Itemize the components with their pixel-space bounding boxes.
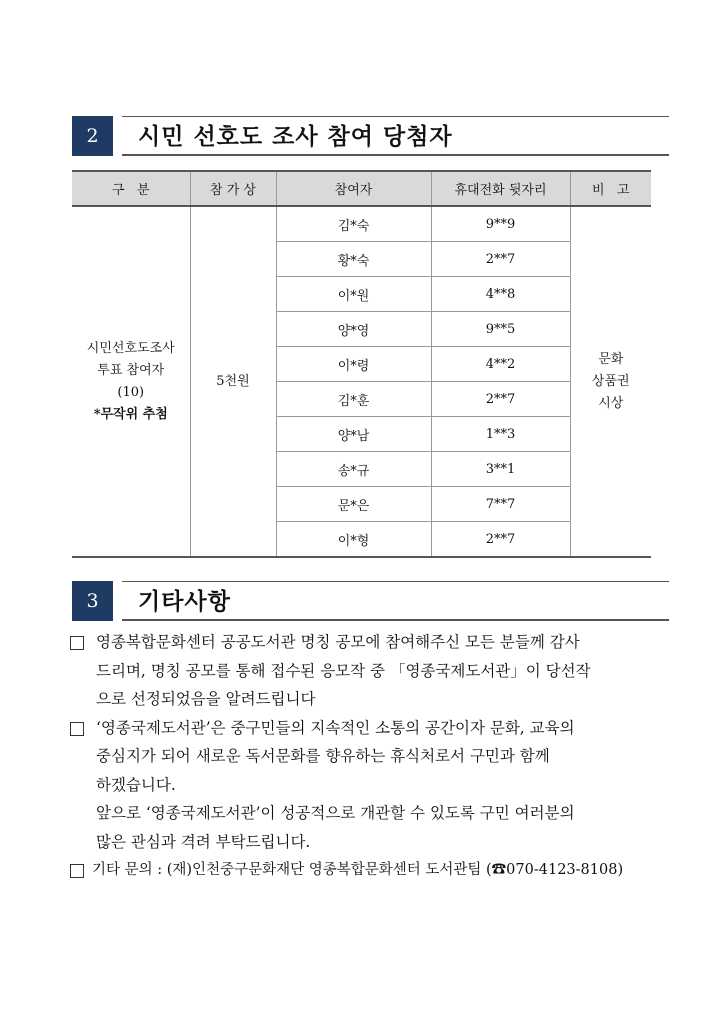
table-header-row	[72, 171, 651, 206]
participant-phone: 2**7	[431, 242, 570, 277]
note-line: 문화	[598, 351, 624, 367]
note-line: 많은 관심과 격려 부탁드립니다.	[96, 832, 311, 851]
participant-phone: 9**9	[431, 206, 570, 242]
note-line: ‘영종국제도서관’은 중구민들의 지속적인 소통의 공간이자 문화, 교육의	[96, 718, 575, 737]
note-line: 영종복합문화센터 공공도서관 명칭 공모에 참여해주신 모든 분들께 감사	[96, 633, 580, 651]
participant-name: 문*은	[276, 487, 431, 522]
note-line: 으로 선정되었음을 알려드립니다	[96, 690, 316, 708]
category-line: *무작위 추첨	[93, 406, 168, 422]
participant-name: 이*원	[276, 277, 431, 312]
category-line: (10)	[117, 384, 145, 400]
participant-phone: 2**7	[431, 522, 570, 558]
note-line: 중심지가 되어 새로운 독서문화를 향유하는 휴식처로서 구민과 함께	[96, 747, 550, 765]
checkbox-icon	[70, 636, 84, 650]
section-3-header	[72, 581, 669, 621]
section-2-title: 시민 선호도 조사 참여 당첨자	[138, 124, 453, 150]
participant-phone: 3**1	[431, 452, 570, 487]
participant-phone: 1**3	[431, 417, 570, 452]
participant-name: 송*규	[276, 452, 431, 487]
header-prize: 참 가 상	[190, 171, 276, 206]
header-note: 비 고	[570, 171, 651, 206]
participant-phone: 7**7	[431, 487, 570, 522]
participant-phone: 2**7	[431, 382, 570, 417]
section-2-top-rule	[122, 116, 669, 117]
participant-phone: 4**2	[431, 347, 570, 382]
note-line: 드리며, 명칭 공모를 통해 접수된 응모작 중 「영종국제도서관」이 당선작	[96, 661, 591, 680]
section-3-bottom-rule	[122, 619, 669, 621]
prize-cell: 5천원	[190, 206, 276, 557]
contact-line: 기타 문의 : (재)인천중구문화재단 영종복합문화센터 도서관팀 (☎070-4123-8108)	[92, 862, 624, 878]
category-line: 시민선호도조사	[86, 340, 175, 356]
category-cell	[72, 206, 190, 557]
participant-phone: 4**8	[431, 277, 570, 312]
section-2-header	[72, 116, 669, 156]
note-line: 시상	[598, 395, 624, 411]
participant-name: 양*남	[276, 417, 431, 452]
section-2-bottom-rule	[122, 154, 669, 156]
notes-list	[70, 628, 658, 885]
participant-name: 김*훈	[276, 382, 431, 417]
participant-phone: 9**5	[431, 312, 570, 347]
note-item-contact	[70, 856, 658, 885]
winners-table	[72, 170, 651, 558]
note-item-thanks	[70, 628, 658, 714]
note-line: 상품권	[591, 373, 630, 389]
checkbox-icon	[70, 864, 84, 878]
participant-name: 이*령	[276, 347, 431, 382]
participant-name: 황*숙	[276, 242, 431, 277]
note-line: 앞으로 ‘영종국제도서관’이 성공적으로 개관할 수 있도록 구민 여러분의	[96, 804, 575, 822]
section-3-title: 기타사항	[138, 589, 231, 615]
header-phone: 휴대전화 뒷자리	[431, 171, 570, 206]
category-line: 투표 참여자	[97, 362, 165, 378]
section-3-top-rule	[122, 581, 669, 582]
note-item-library-vision	[70, 714, 658, 857]
note-line: 하겠습니다.	[96, 775, 176, 794]
participant-name: 양*영	[276, 312, 431, 347]
header-participant: 참여자	[276, 171, 431, 206]
header-category: 구 분	[72, 171, 190, 206]
checkbox-icon	[70, 722, 84, 736]
section-2-number: 2	[72, 116, 113, 156]
note-cell	[570, 206, 651, 557]
section-3-number: 3	[72, 581, 113, 621]
participant-name: 이*형	[276, 522, 431, 558]
participant-name: 김*숙	[276, 206, 431, 242]
table-row	[72, 206, 651, 242]
